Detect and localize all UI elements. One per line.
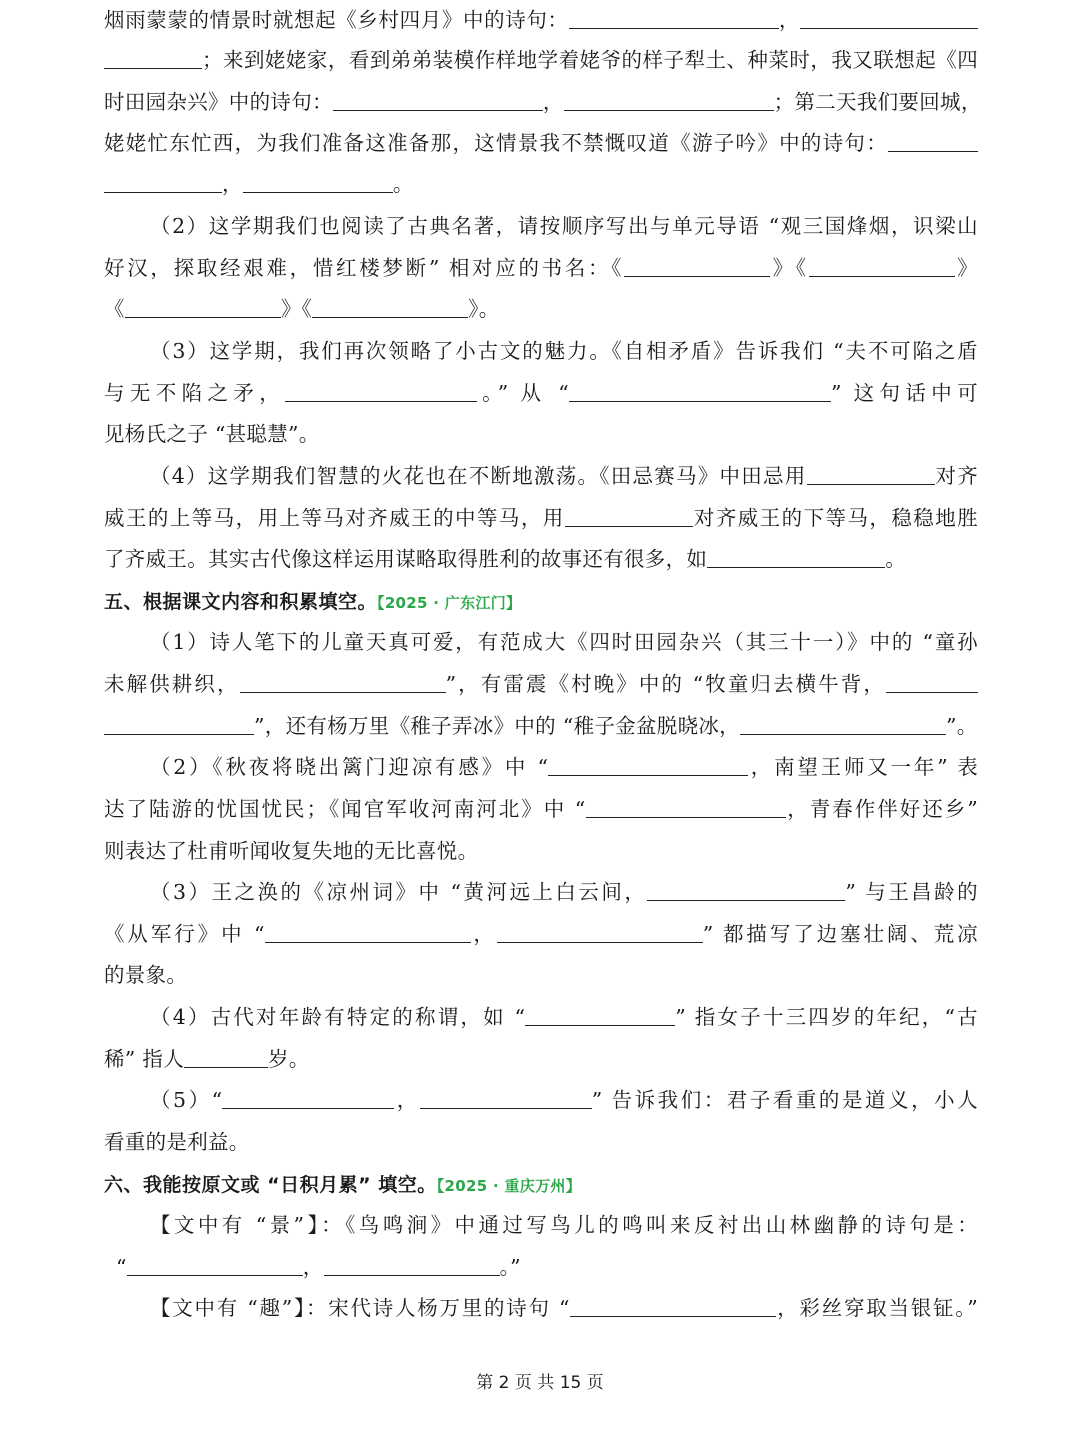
- answer-blank[interactable]: [324, 1251, 500, 1276]
- text-line: 与无不陷之矛， 。” 从 “ ” 这句话中可: [104, 375, 978, 411]
- answer-blank[interactable]: [740, 710, 946, 735]
- answer-blank[interactable]: [420, 1084, 592, 1109]
- answer-blank[interactable]: [886, 668, 978, 693]
- text-line: “ ， 。”: [116, 1249, 521, 1285]
- text-line: （3）这学期，我们再次领略了小古文的魅力。《自相矛盾》告诉我们 “夫不可陷之盾: [150, 339, 978, 363]
- answer-blank[interactable]: [564, 86, 774, 111]
- text-line: 烟雨蒙蒙的情景时就想起《乡村四月》中的诗句： ，: [104, 2, 978, 38]
- text-line: ， 。: [104, 166, 414, 202]
- book-title-blank[interactable]: [125, 293, 281, 318]
- text-line: 看重的是利益。: [104, 1130, 250, 1154]
- source-tag: 【2025 · 重庆万州】: [436, 1177, 582, 1195]
- text-line: 【文中有 “趣”】：宋代诗人杨万里的诗句 “ ，彩丝穿取当银钲。”: [150, 1290, 978, 1326]
- source-tag: 【2025 · 广东江门】: [377, 594, 522, 612]
- answer-blank[interactable]: [570, 1292, 776, 1317]
- text-line: 未解供耕织， ”，有雷震《村晚》中的 “牧童归去横牛背，: [104, 666, 978, 702]
- section-heading: 六、我能按原文或 “日积月累” 填空。: [104, 1174, 437, 1196]
- answer-blank[interactable]: [127, 1251, 303, 1276]
- text-line: 威王的上等马，用上等马对齐威王的中等马，用 对齐威王的下等马，稳稳地胜: [104, 500, 978, 536]
- text-line: （4）古代对年龄有特定的称谓，如 “ ” 指女子十三四岁的年纪，“古: [150, 999, 978, 1035]
- text-line: 《从军行》中 “ ， ” 都描写了边塞壮阔、荒凉: [104, 916, 978, 952]
- answer-blank[interactable]: [222, 1084, 394, 1109]
- answer-blank[interactable]: [497, 918, 703, 943]
- text-line: 时田园杂兴》中的诗句： ， ；第二天我们要回城，: [104, 84, 978, 120]
- answer-blank[interactable]: [569, 377, 831, 402]
- text-line: 姥姥忙东忙西，为我们准备这准备那，这情景我不禁慨叹道《游子吟》中的诗句：: [104, 125, 978, 161]
- section-6-title: [104, 1166, 581, 1202]
- text-line: （3）王之涣的《凉州词》中 “黄河远上白云间， ” 与王昌龄的: [150, 874, 978, 910]
- answer-blank[interactable]: [807, 460, 935, 485]
- book-title-blank[interactable]: [312, 293, 468, 318]
- text-line: 见杨氏之子 “甚聪慧”。: [104, 422, 320, 446]
- text-line: 达了陆游的忧国忧民；《闻官军收河南河北》中 “ ，青春作伴好还乡”: [104, 791, 978, 827]
- text-line: （5）“ ， ” 告诉我们：君子看重的是道义，小人: [150, 1082, 978, 1118]
- text-line: （4）这学期我们智慧的火花也在不断地激荡。《田忌赛马》中田忌用 对齐: [150, 458, 978, 494]
- text-line: （2）《秋夜将晓出篱门迎凉有感》中 “ ，南望王师又一年” 表: [150, 749, 978, 785]
- section-heading: 五、根据课文内容和积累填空。: [104, 591, 378, 613]
- text-line: 了齐威王。其实古代像这样运用谋略取得胜利的故事还有很多，如 。: [104, 541, 906, 577]
- page-number: 第 2 页 共 15 页: [476, 1373, 604, 1393]
- answer-blank[interactable]: [548, 751, 748, 776]
- answer-blank[interactable]: [647, 876, 845, 901]
- answer-blank[interactable]: [240, 668, 446, 693]
- text-line: 好汉，探取经艰难，惜红楼梦断” 相对应的书名：《 》《 》: [104, 250, 978, 286]
- text-line: 【文中有 “景”】：《鸟鸣涧》中通过写鸟儿的鸣叫来反衬出山林幽静的诗句是：: [150, 1213, 978, 1237]
- answer-blank[interactable]: [525, 1001, 675, 1026]
- section-5-title: [104, 583, 521, 619]
- answer-blank[interactable]: [707, 543, 885, 568]
- answer-blank[interactable]: [569, 4, 779, 29]
- answer-blank[interactable]: [104, 44, 202, 69]
- answer-blank[interactable]: [243, 168, 393, 193]
- book-title-blank[interactable]: [624, 252, 770, 277]
- answer-blank[interactable]: [285, 377, 477, 402]
- answer-blank[interactable]: [184, 1043, 268, 1068]
- text-line: （1）诗人笔下的儿童天真可爱，有范成大《四时田园杂兴（其三十一）》中的 “童孙: [150, 630, 978, 654]
- text-line: （2）这学期我们也阅读了古典名著，请按顺序写出与单元导语 “观三国烽烟，识梁山: [150, 214, 978, 238]
- text-line: 《 》《 》。: [104, 291, 500, 327]
- answer-blank[interactable]: [333, 86, 543, 111]
- text-line: 稀” 指人 岁。: [104, 1041, 310, 1077]
- answer-blank[interactable]: [586, 793, 786, 818]
- text-line: ；来到姥姥家，看到弟弟装模作样地学着姥爷的样子犁土、种菜时，我又联想起《四: [104, 42, 978, 78]
- answer-blank[interactable]: [104, 168, 222, 193]
- answer-blank[interactable]: [104, 710, 254, 735]
- text-line: 则表达了杜甫听闻收复失地的无比喜悦。: [104, 839, 479, 863]
- answer-blank[interactable]: [265, 918, 471, 943]
- answer-blank[interactable]: [888, 127, 978, 152]
- answer-blank[interactable]: [565, 502, 693, 527]
- answer-blank[interactable]: [800, 4, 978, 29]
- book-title-blank[interactable]: [809, 252, 955, 277]
- text-line: 的景象。: [104, 963, 188, 987]
- text-line: ”，还有杨万里《稚子弄冰》中的 “稚子金盆脱晓冰， ”。: [104, 708, 978, 744]
